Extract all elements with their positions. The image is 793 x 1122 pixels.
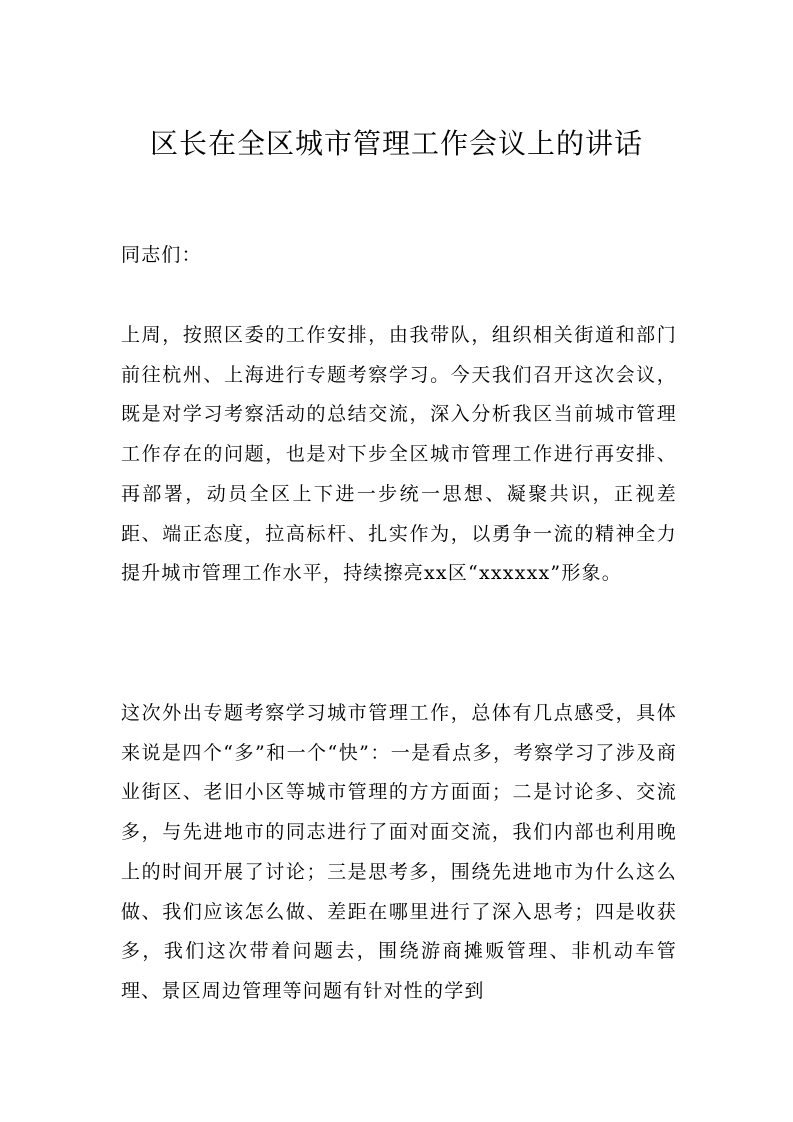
paragraph-2: 这次外出专题考察学习城市管理工作，总体有几点感受，具体来说是四个“多”和一个“快”：一是看点多，考察学习了涉及商业街区、老旧小区等城市管理的方方面面；二是讨论多、交流多，与先进地市的同志进行了面对面交流，我们内部也利用晚上的时间开展了讨论；三是思考多，围绕先进地市为什么这么做、我们应该怎么做、差距在哪里进行了深入思考；四是收获多，我们这次带着问题去，围绕游商摊贩管理、非机动车管理、景区周边管理等问题有针对性的学到 [121, 702, 677, 1002]
document-title: 区长在全区城市管理工作会议上的讲话 [149, 127, 643, 160]
paragraph-1: 上周，按照区委的工作安排，由我带队，组织相关街道和部门前往杭州、上海进行专题考察学习。今天我们召开这次会议，既是对学习考察活动的总结交流，深入分析我区当前城市管理工作存在的问题，也是对下步全区城市管理工作进行再安排、再部署，动员全区上下进一步统一思想、凝聚共识，正视差距、端正态度，拉高标杆、扎实作为，以勇争一流的精神全力提升城市管理工作水平，持续擦亮xx区“xxxxxx”形象。 [121, 324, 677, 585]
salutation: 同志们： [121, 244, 202, 266]
